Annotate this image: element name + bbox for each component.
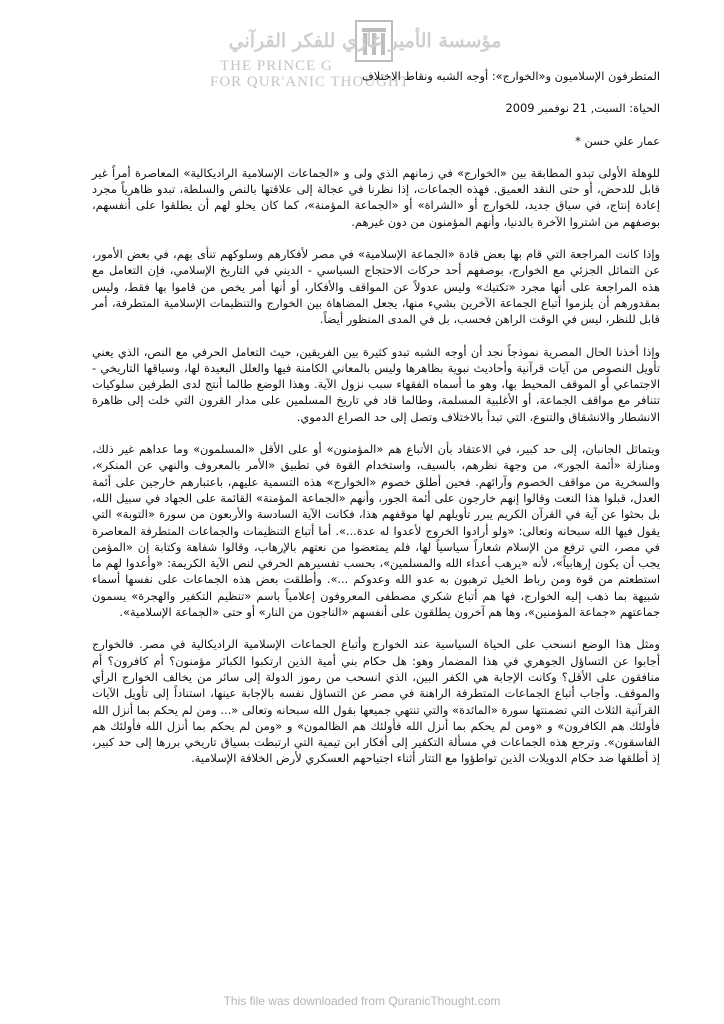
watermark-english-line1: THE PRINCE G	[220, 58, 333, 74]
paragraph: وإذا كانت المراجعة التي قام بها بعض قادة «الجماعة الإسلامية» في مصر لأفكارهم وسلوكهم تنأى بهم، في بعض الأمور، عن التماثل الجزئي مع الخوارج، بوصفهم أحد حركات الاحتجاج السياسي - الديني في التاريخ الإسلامي، فإن التعامل مع هذه المراجعة على أنها مجرد «تكتيك» وليس عدولاً عن المواقف والأفكار، أو أنها أمر يخص من قاموا بها فقط، وليس بمقدورهم أن يلزموا أتباع الجماعة الآخرين بشيء منها، يجعل المضاهاة بين الخوارج والتنظيمات الإسلامية المتطرفة، أمر قابل للنظر، ليس في الوقت الراهن فحسب، بل في المدى المنظور أيضاً.	[92, 247, 660, 327]
article-meta: الحياة: السبت, 21 نوفمبر 2009	[505, 101, 660, 116]
paragraph: ومثل هذا الوضع انسحب على الحياة السياسية عند الخوارج وأتباع الجماعات الإسلامية الراديكالية في مصر. فالخوارج أجابوا عن التساؤل الجوهري في هذا المضمار وهو: هل حكام بني أمية الذين ارتكبوا الكبائر مؤمنون؟ أم كافرون؟ أم منافقون على الأقل؟ وكانت الإجابة هي الكفر البين، الذي انسحب من رموز الدولة إلى سائر من يخالف الخوارج الرأي والموقف. وأجاب أتباع الجماعات المتطرفة الراهنة في مصر عن التساؤل نفسه بالإجابة عينها، استناداً إلى تأويل الآيات القرآنية الثلاث التي تضمنتها سورة «المائدة» والتي تنتهي جميعها بقول الله سبحانه وتعالى «... ومن لم يحكم بما أنزل الله فأولئك هم الكافرون» و «ومن لم يحكم بما أنزل الله فأولئك هم الظالمون» و «ومن لم يحكم بما أنزل الله فأولئك هم الفاسقون». وترجع هذه الجماعات في مسألة التكفير إلى أفكار ابن تيمية التي ارتبطت بسياق تاريخي بررها إلى حد كبير، إذ أطلقها ضد حكام الدويلات الذين تواطؤوا مع التتار أثناء اجتياحهم العسكري لأرض الخلافة الإسلامية.	[92, 637, 660, 766]
article-title: المتطرفون الإسلاميون و«الخوارج»: أوجه الشبه ونقاط الاختلاف	[362, 69, 660, 83]
article-body	[92, 68, 660, 783]
watermark-arabic-name: مؤسسة الأمير غازي للفكر القرآني	[228, 30, 502, 52]
article-author: عمار علي حسن *	[575, 133, 660, 148]
watermark-english-line2: FOR QUR'ANIC THOUGHT	[210, 74, 410, 90]
paragraph: ويتماثل الجانبان، إلى حد كبير، في الاعتقاد بأن الأتباع هم «المؤمنون» أو على الأقل «المسلمون» وما عداهم غير ذلك، ومنازلة «أئمة الجور»، من وجهة نظرهم، بالسيف، واستخدام القوة في تطبيق «الأمر بالمعروف والنهي عن المنكر»، والسخرية من مواقف الخصوم وآرائهم. فحين أطلق خصوم «الخوارج» هذه التسمية عليهم، باعتبارهم خارجين على أئمة العدل، قبلوا هذا النعت وقالوا إنهم خارجون على أئمة الجور، وأنهم «الجماعة المؤمنة» القائمة على الجهاد في سبيل الله، بل بحثوا عن آية في القرآن الكريم يبرر تأويلهم لها موقفهم هذا، فكانت الآية السادسة والأربعون من سورة «التوبة» التي يقول فيها الله سبحانه وتعالى: «ولو أرادوا الخروج لأعدوا له عدة...». أما أتباع التنظيمات والجماعات المتطرفة المعاصرة في مصر، التي ترفع من الإسلام شعاراً سياسياً لها، فلم يمتعضوا من نعتهم بالإرهاب، وقالوا شفاهة وكتابة إن «المؤمن يجب أن يكون إرهابياً»، لأنه «يرهب أعداء الله والمسلمين»، بحسب تفسيرهم الحرفي لنص الآية الكريمة: «وأعدوا لهم ما استطعتم من قوة ومن رباط الخيل ترهبون به عدو الله وعدوكم ...». وأطلقت بعض هذه الجماعات على نفسها أسماء شبيهة بما ذهب إليه الخوارج، فها هم أتباع شكري مصطفى المعروفون إعلامياً باسم «تنظيم التكفير والهجرة» يسمون جماعتهم «جماعة المؤمنين»، وها هم آخرون يطلقون على أنفسهم «الناجون من النار» أو حتى «الجماعة الإسلامية».	[92, 442, 660, 620]
download-footer: This file was downloaded from QuranicThought.com	[223, 994, 501, 1008]
paragraph: وإذا أخذنا الحال المصرية نموذجاً نجد أن أوجه الشبه تبدو كثيرة بين الفريقين، حيث التعامل الحرفي مع النص، الذي يعني تأويل النصوص من آيات قرآنية وأحاديث نبوية بظاهرها وليس بالمعاني الكامنة فيها والعلل البعيدة لها، وسياقها التاريخي - الاجتماعي أو الموقف المحيط بها، وهو ما أسماه الفقهاء سبب نزول الآية. وهذا الوضع طالما أنتج لدى الطرفين سلوكيات تتنافر مع مواقف الجماعة، أو الأغلبية المسلمة، وطالما قاد في تاريخ المسلمين على مدار القرون التي خلت إلى ظاهرة الانشطار والانشقاق والتنوع، التي تبدأ بالاختلاف وتصل إلى حد الصراع الدموي.	[92, 344, 660, 424]
paragraph: للوهلة الأولى تبدو المطابقة بين «الخوارج» في زمانهم الذي ولى و «الجماعات الإسلامية الراديكالية» المعاصرة أمراً غير قابل للدحض، أو حتى النقد العميق. فهذه الجماعات، إذا نظرنا في عجالة إلى علاقتها بالنص والسلطة، تبدو ظاهرياً مجرد إعادة إنتاج، في سياق جديد، للخوارج أو «الشراة» أو «الجماعة المؤمنة»، كما كان يحلو لهم أن يطلقوا على أنفسهم، بوصفهم من اشتروا الآخرة بالدنيا، وأنهم المؤمنون من دون غيرهم.	[92, 165, 660, 229]
